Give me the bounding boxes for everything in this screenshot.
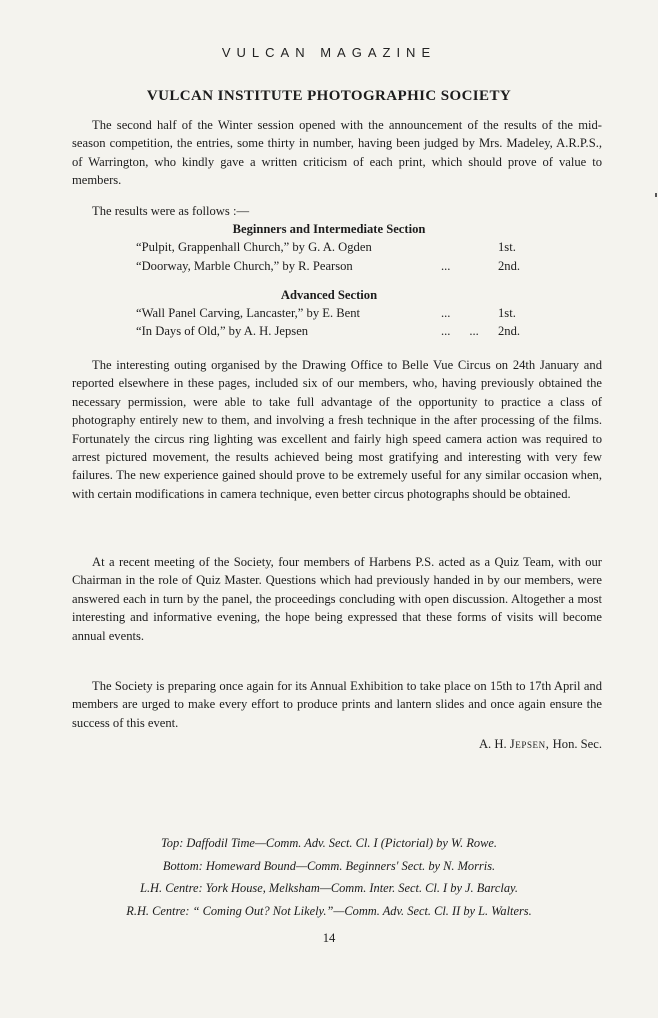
signature-surname: Jepsen, xyxy=(509,737,550,751)
caption-left-centre: L.H. Centre: York House, Melksham—Comm. Inter. Sect. Cl. I by J. Barclay. xyxy=(140,881,518,895)
entry-leader: ... xyxy=(441,306,451,320)
section-heading-beginners: Beginners and Intermediate Section xyxy=(232,222,426,236)
caption-right-centre: R.H. Centre: “ Coming Out? Not Likely.”—Comm. Adv. Sect. Cl. II by L. Walters. xyxy=(126,903,532,918)
entry-text: “Pulpit, Grappenhall Church,” by G. A. Ogden xyxy=(136,240,372,254)
entry-place: 1st. xyxy=(498,240,516,254)
margin-mark xyxy=(655,193,657,197)
photo-captions xyxy=(0,832,658,922)
result-entry xyxy=(0,259,658,277)
entry-text: “Wall Panel Carving, Lancaster,” by E. Bent xyxy=(136,306,361,320)
entry-text: “In Days of Old,” by A. H. Jepsen xyxy=(136,324,309,338)
paragraph-intro: The second half of the Winter session opened with the announcement of the results of the mid-season competition, the entries, some thirty in number, having been judged by Mrs. Madeley, A.R.P.S., of Warrington, who kindly gave a written criticism of each print, which should prove of value to members. xyxy=(72,118,602,188)
paragraph-annual-exhibition: The Society is preparing once again for its Annual Exhibition to take place on 15th to 17th April and members are urged to make every effort to produce prints and lantern slides and once again ensure the success of this event. xyxy=(72,679,602,730)
results-intro: The results were as follows :— xyxy=(92,204,250,218)
result-entry xyxy=(0,240,658,258)
caption-bottom: Bottom: Homeward Bound—Comm. Beginners' Sect. by N. Morris. xyxy=(162,858,496,873)
page-number: 14 xyxy=(322,931,336,945)
result-entry xyxy=(0,306,658,324)
signature xyxy=(479,737,602,752)
paragraph-quiz-meeting: At a recent meeting of the Society, four members of Harbens P.S. acted as a Quiz Team, with our Chairman in the role of Quiz Master. Questions which had previously handed in by our members, were answered each in turn by the panel, the proceedings concluding with open discussion. Altogether a most interesting and informative evening, the hope being expressed that these forms of visits will become annual events. xyxy=(72,555,602,643)
signature-role: Hon. Sec. xyxy=(552,737,602,751)
entry-leader: ... ... xyxy=(441,324,479,338)
entry-leader: ... xyxy=(441,259,451,273)
masthead: VULCAN MAGAZINE xyxy=(221,45,437,60)
caption-top: Top: Daffodil Time—Comm. Adv. Sect. Cl. I (Pictorial) by W. Rowe. xyxy=(161,836,497,850)
entry-place: 2nd. xyxy=(498,259,521,273)
section-heading-advanced: Advanced Section xyxy=(280,288,378,302)
signature-initials: A. H. xyxy=(478,737,507,751)
result-entry xyxy=(0,324,658,342)
entry-place: 2nd. xyxy=(498,324,521,338)
article-title: VULCAN INSTITUTE PHOTOGRAPHIC SOCIETY xyxy=(146,88,512,104)
entry-place: 1st. xyxy=(498,306,516,320)
entry-text: “Doorway, Marble Church,” by R. Pearson xyxy=(136,259,353,273)
paragraph-circus-outing: The interesting outing organised by the Drawing Office to Belle Vue Circus on 24th January and reported elsewhere in these pages, included six of our members, who, having previously obtained the necessary permission, were able to take full advantage of the opportunity to practice a class of photography entirely new to them, and involving a fresh technique in the after processing of the films. Fortunately the circus ring lighting was excellent and fairly high speed camera action was required to arrest pictured movement, the results achieved being most gratifying and interesting with very few failures. The new experience gained should prove to be extremely useful for any similar occasion when, with certain modifications in camera technique, even better circus photographs should be obtained. xyxy=(72,358,602,501)
